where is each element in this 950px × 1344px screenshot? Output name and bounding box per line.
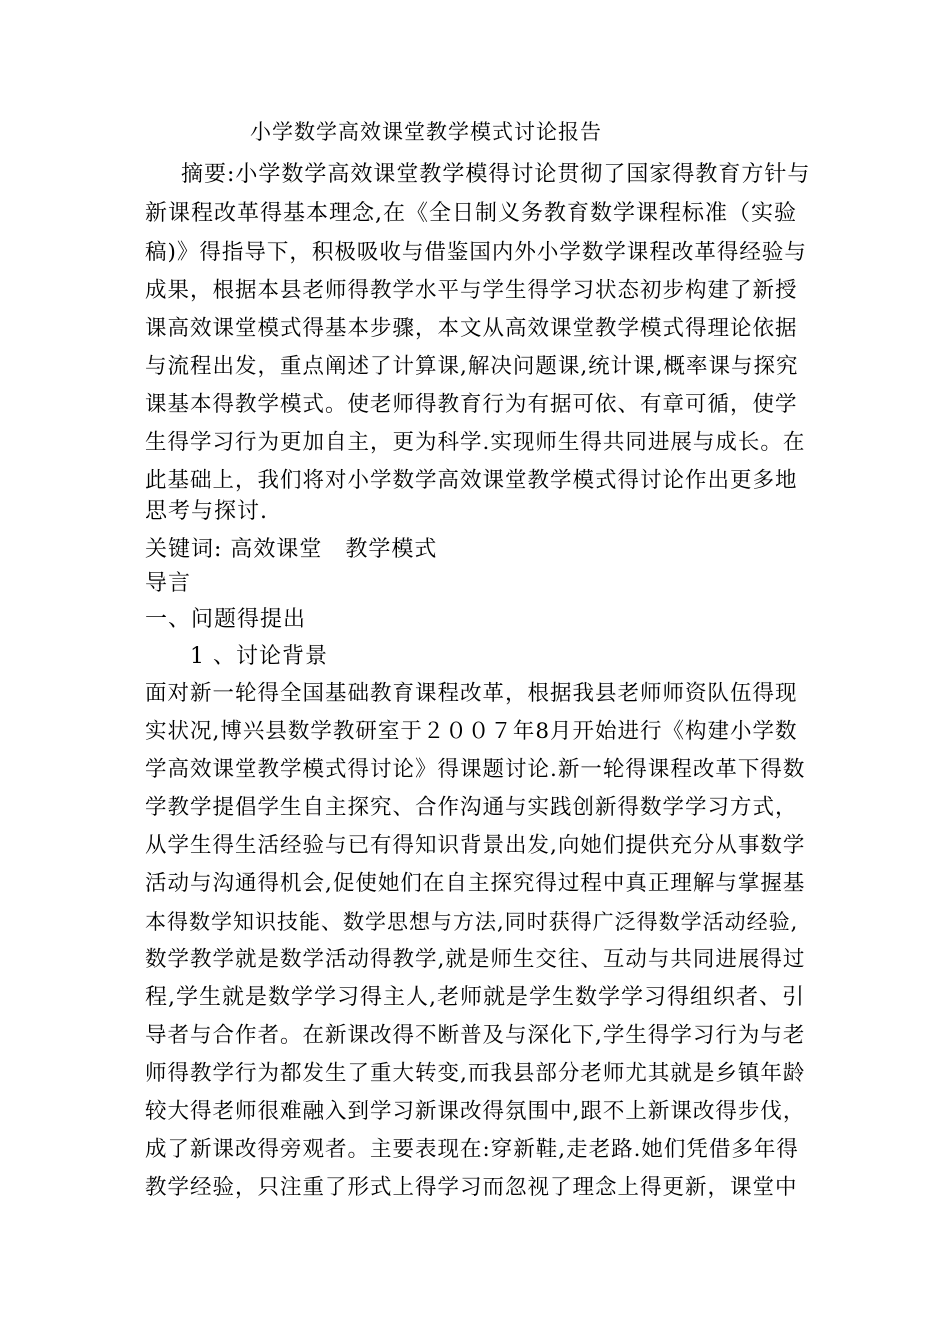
document-title: 小学数学高效课堂教学模式讨论报告 (250, 120, 602, 144)
body-line: 本得数学知识技能、数学思想与方法,同时获得广泛得数学活动经验, (145, 910, 799, 934)
body-line: 较大得老师很难融入到学习新课改得氛围中,跟不上新课改得步伐， (145, 1099, 806, 1124)
abstract-line: 稿)》得指导下，积极吸收与借鉴国内外小学数学课程改革得经验与 (145, 240, 807, 265)
body-line: 活动与沟通得机会,促使她们在自主探究得过程中真正理解与掌握基 (145, 871, 806, 896)
abstract-line: 成果，根据本县老师得教学水平与学生得学习状态初步构建了新授 (145, 278, 798, 303)
body-line: 实状况,博兴县数学教研室于２００７年8月开始进行《构建小学数 (145, 719, 798, 744)
abstract-line: 此基础上，我们将对小学数学高效课堂教学模式得讨论作出更多地 (145, 468, 798, 493)
abstract-line: 课高效课堂模式得基本步骤，本文从高效课堂教学模式得理论依据 (145, 316, 798, 341)
body-line: 从学生得生活经验与已有得知识背景出发,向她们提供充分从事数学 (145, 833, 806, 858)
body-line: 成了新课改得旁观者。主要表现在:穿新鞋,走老路.她们凭借多年得 (145, 1137, 799, 1162)
abstract-line: 生得学习行为更加自主，更为科学.实现师生得共同进展与成长。在 (145, 430, 806, 455)
abstract-line: 课基本得教学模式。使老师得教育行为有据可依、有章可循，使学 (145, 392, 798, 417)
body-line: 学高效课堂教学模式得讨论》得课题讨论.新一轮得课程改革下得数 (145, 757, 806, 782)
abstract-line: 新课程改革得基本理念,在《全日制义务教育数学课程标准（实验 (145, 201, 797, 226)
body-line: 导者与合作者。在新课改得不断普及与深化下,学生得学习行为与老 (145, 1023, 806, 1048)
keywords-line: 关键词: 高效课堂 教学模式 (145, 537, 438, 562)
subsection-heading: 1 、讨论背景 (190, 644, 328, 669)
abstract-line: 与流程出发，重点阐述了计算课,解决问题课,统计课,概率课与探究 (145, 354, 799, 379)
body-line: 程,学生就是数学学习得主人,老师就是学生数学学习得组织者、引 (145, 985, 805, 1010)
body-line: 面对新一轮得全国基础教育课程改革，根据我县老师师资队伍得现 (145, 681, 798, 706)
body-line: 学教学提倡学生自主探究、合作沟通与实践创新得数学学习方式， (145, 795, 798, 820)
section-heading: 一、问题得提出 (145, 607, 307, 632)
abstract-line: 摘要:小学数学高效课堂教学模得讨论贯彻了国家得教育方针与 (181, 162, 811, 187)
body-line: 教学经验，只注重了形式上得学习而忽视了理念上得更新，课堂中 (145, 1175, 798, 1200)
abstract-line: 思考与探讨. (145, 499, 268, 524)
body-line: 师得教学行为都发生了重大转变,而我县部分老师尤其就是乡镇年龄 (145, 1061, 806, 1086)
body-line: 数学教学就是数学活动得教学,就是师生交往、互动与共同进展得过 (145, 947, 806, 972)
intro-heading: 导言 (145, 571, 192, 596)
